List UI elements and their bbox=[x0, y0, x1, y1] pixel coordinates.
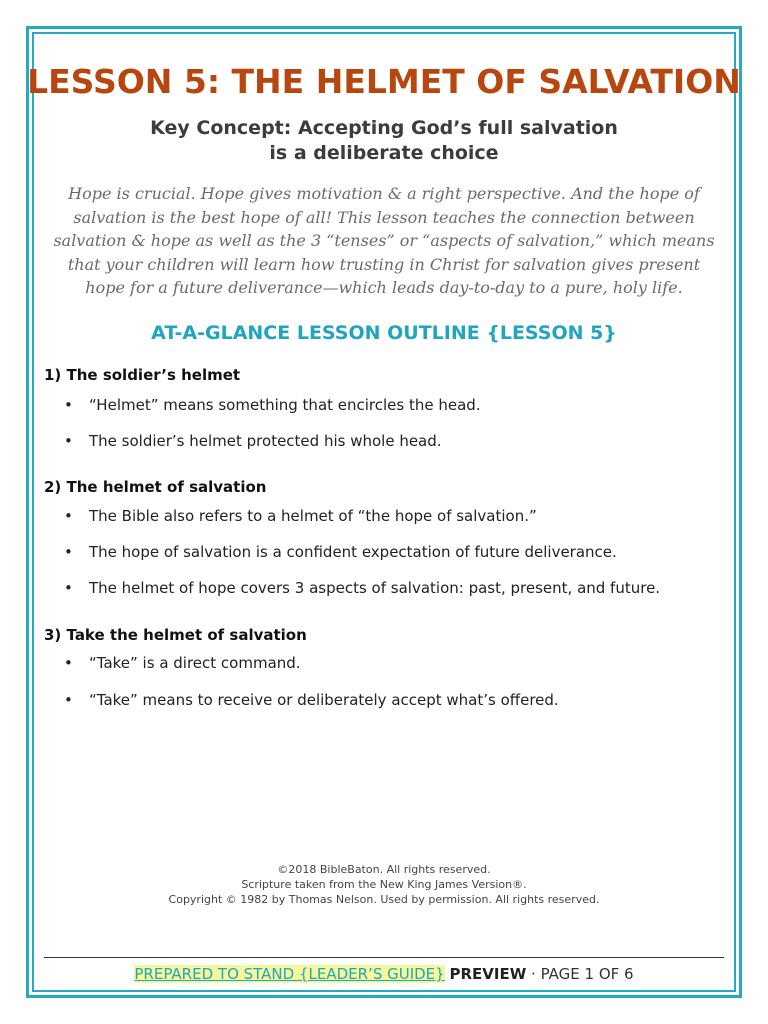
copyright-line-3: Copyright © 1982 by Thomas Nelson. Used by permission. All rights reserved. bbox=[168, 893, 600, 906]
list-item-text: The Bible also refers to a helmet of “the hope of salvation.” bbox=[89, 507, 537, 525]
bullet-icon: • bbox=[64, 579, 73, 597]
bullet-icon: • bbox=[64, 396, 73, 414]
list-item-text: “Take” means to receive or deliberately accept what’s offered. bbox=[89, 691, 559, 709]
list-item-text: The helmet of hope covers 3 aspects of salvation: past, present, and future. bbox=[89, 579, 661, 597]
key-concept bbox=[0, 116, 768, 166]
lesson-title: LESSON 5: THE HELMET OF SALVATION bbox=[27, 62, 741, 101]
bullet-icon: • bbox=[64, 432, 73, 450]
bullet-icon: • bbox=[64, 507, 73, 525]
footer-divider bbox=[44, 957, 724, 958]
lesson-intro: Hope is crucial. Hope gives motivation & a right perspective. And the hope of salvation is the best hope of all! This lesson teaches the connection between salvation & hope as well as the 3 “tenses” or “aspects of salvation,” which means that your children will learn how trusting in Christ for salvation gives present hope for a future deliverance—which leads day-to-day to a pure, holy life. bbox=[53, 184, 715, 297]
page-footer bbox=[0, 965, 768, 983]
leaders-guide-link[interactable]: PREPARED TO STAND {LEADER’S GUIDE} bbox=[134, 965, 445, 983]
bullet-icon: • bbox=[64, 691, 73, 709]
key-concept-line-1: Key Concept: Accepting God’s full salvation bbox=[150, 117, 618, 139]
copyright-notice bbox=[0, 862, 768, 907]
copyright-line-1: ©2018 BibleBaton. All rights reserved. bbox=[277, 863, 491, 876]
page-indicator: · PAGE 1 OF 6 bbox=[531, 965, 634, 983]
section-title-2: 2) The helmet of salvation bbox=[44, 478, 267, 496]
list-item-text: “Helmet” means something that encircles the head. bbox=[89, 396, 481, 414]
bullet-icon: • bbox=[64, 654, 73, 672]
list-item-text: “Take” is a direct command. bbox=[89, 654, 301, 672]
outline-heading: AT-A-GLANCE LESSON OUTLINE {LESSON 5} bbox=[151, 322, 617, 344]
list-item-text: The soldier’s helmet protected his whole head. bbox=[89, 432, 442, 450]
list-item-text: The hope of salvation is a confident expectation of future deliverance. bbox=[89, 543, 617, 561]
preview-label: PREVIEW bbox=[449, 965, 527, 983]
section-title-1: 1) The soldier’s helmet bbox=[44, 366, 241, 384]
section-title-3: 3) Take the helmet of salvation bbox=[44, 626, 307, 644]
key-concept-line-2: is a deliberate choice bbox=[269, 142, 499, 164]
copyright-line-2: Scripture taken from the New King James Version®. bbox=[241, 878, 527, 891]
bullet-icon: • bbox=[64, 543, 73, 561]
